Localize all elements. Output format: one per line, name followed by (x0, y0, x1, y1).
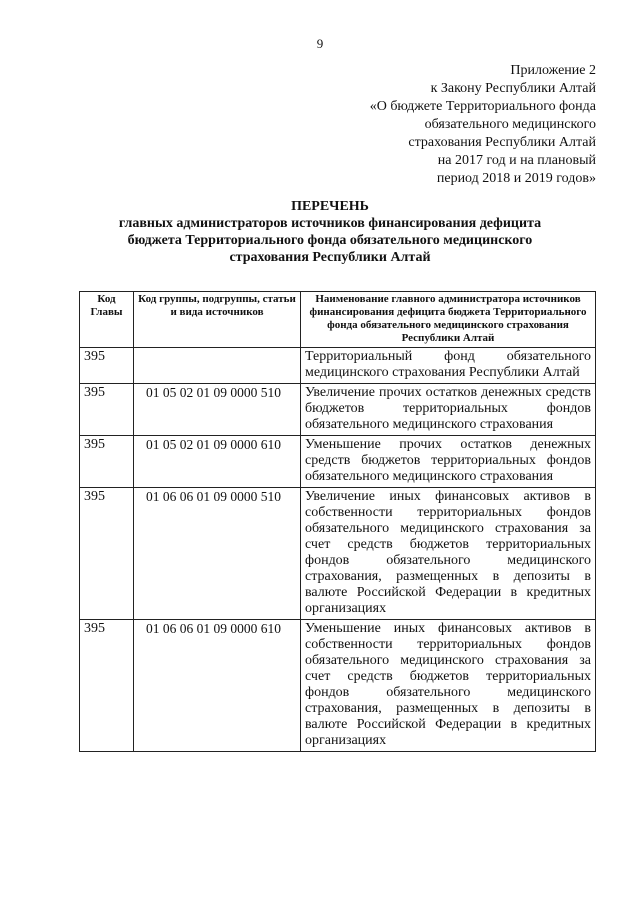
cell-code: 01 06 06 01 09 0000 510 (134, 488, 301, 620)
header-chapter-code: Код Главы (80, 292, 134, 348)
cell-chapter: 395 (80, 620, 134, 752)
header-administrator-name: Наименование главного администратора источников финансирования дефицита бюджета Территориального фонда обязательного медицинского страхования Республики Алтай (301, 292, 596, 348)
cell-name: Уменьшение прочих остатков денежных средств бюджетов территориальных фондов обязательного медицинского страхования (301, 436, 596, 488)
appendix-line: «О бюджете Территориального фонда (369, 99, 596, 114)
table-row (80, 348, 596, 384)
document-subtitle-line: главных администраторов источников финансирования дефицита (118, 216, 542, 231)
table-row (80, 436, 596, 488)
cell-name: Территориальный фонд обязательного медицинского страхования Республики Алтай (301, 348, 596, 384)
cell-name: Увеличение иных финансовых активов в собственности территориальных фондов обязательного медицинского страхования за счет средств бюджетов территориальных фондов обязательного медицинского страхования, размещенных в депозиты в валюте Российской Федерации в кредитных организациях (301, 488, 596, 620)
cell-code: 01 05 02 01 09 0000 610 (134, 436, 301, 488)
cell-name: Уменьшение иных финансовых активов в собственности территориальных фондов обязательного медицинского страхования за счет средств бюджетов территориальных фондов обязательного медицинского страхования, размещенных в депозиты в валюте Российской Федерации в кредитных организациях (301, 620, 596, 752)
document-subtitle-line: бюджета Территориального фонда обязательного медицинского (127, 233, 533, 248)
page-number: 9 (316, 36, 324, 51)
cell-chapter: 395 (80, 384, 134, 436)
cell-chapter: 395 (80, 348, 134, 384)
table-header-row (80, 292, 596, 348)
appendix-line: к Закону Республики Алтай (430, 81, 596, 96)
cell-chapter: 395 (80, 488, 134, 620)
header-source-code: Код группы, подгруппы, статьи и вида источников (134, 292, 301, 348)
appendix-line: страхования Республики Алтай (408, 135, 596, 150)
cell-code (134, 348, 301, 384)
document-title: ПЕРЕЧЕНЬ (291, 199, 369, 214)
appendix-line: Приложение 2 (510, 63, 596, 78)
cell-code: 01 05 02 01 09 0000 510 (134, 384, 301, 436)
cell-code: 01 06 06 01 09 0000 610 (134, 620, 301, 752)
table-row (80, 384, 596, 436)
appendix-line: обязательного медицинского (424, 117, 596, 132)
cell-name: Увеличение прочих остатков денежных средств бюджетов территориальных фондов обязательного медицинского страхования (301, 384, 596, 436)
administrators-table (79, 291, 596, 752)
table-row (80, 488, 596, 620)
appendix-line: на 2017 год и на плановый (437, 153, 596, 168)
document-heading (60, 198, 600, 266)
table-row (80, 620, 596, 752)
appendix-reference (296, 62, 596, 188)
document-subtitle-line: страхования Республики Алтай (229, 250, 431, 265)
appendix-line: период 2018 и 2019 годов» (436, 171, 596, 186)
cell-chapter: 395 (80, 436, 134, 488)
